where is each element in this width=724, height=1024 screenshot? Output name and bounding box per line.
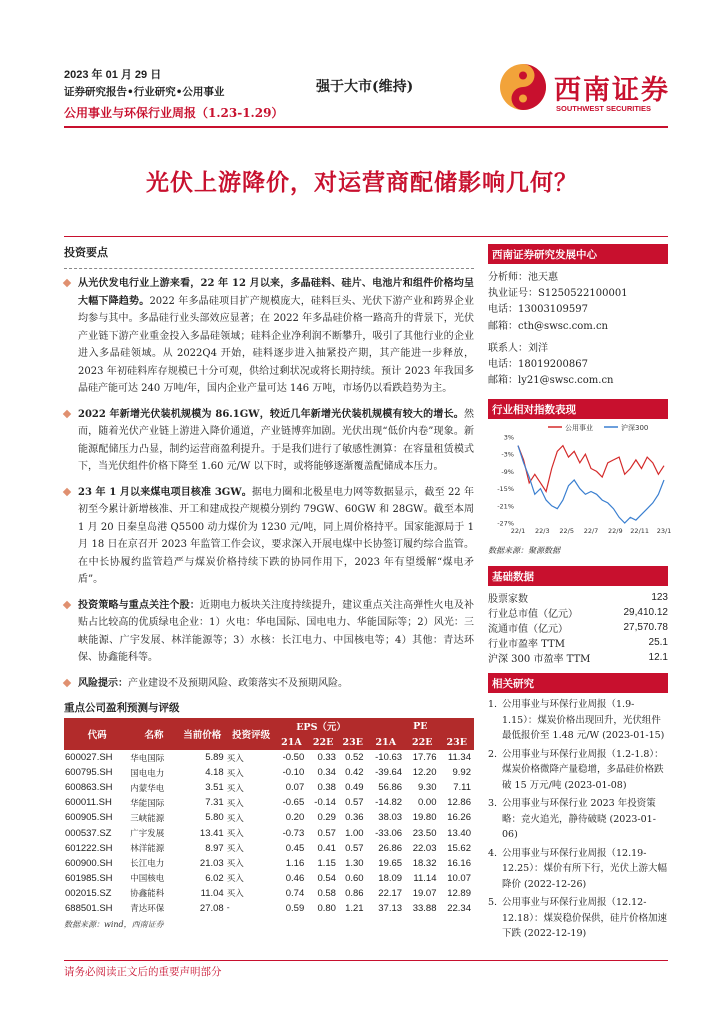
table-cell: 0.54 [317, 872, 336, 884]
table-cell: 601985.SH [65, 872, 113, 884]
table-cell: 10.07 [447, 872, 471, 884]
bullet-icon [63, 279, 71, 287]
table-body [64, 750, 474, 916]
table-cell: 买入 [226, 859, 244, 870]
table-cell: 0.59 [285, 902, 305, 914]
list-number: 2. [488, 748, 498, 760]
key-data-row [488, 620, 668, 635]
logo-english-text: SOUTHWEST SECURITIES [556, 104, 652, 113]
table-cell: -0.10 [282, 767, 305, 779]
related-report-link[interactable] [488, 747, 668, 794]
x-tick-label: 22/5 [559, 527, 574, 536]
col-year: 22E [307, 734, 339, 750]
table-cell: 17.76 [412, 752, 437, 764]
table-cell: 56.86 [378, 782, 403, 794]
table-cell: 中国核电 [130, 874, 165, 885]
table-cell: 国电电力 [130, 768, 165, 779]
col-year: 21A [367, 734, 405, 750]
footer-disclaimer[interactable]: 请务必阅读正文后的重要声明部分 [64, 966, 222, 978]
y-tick-label: 3% [503, 433, 514, 442]
table-cell: 600011.SH [65, 797, 112, 809]
table-cell: 0.00 [417, 797, 437, 809]
table-cell: 0.57 [345, 842, 364, 854]
table-cell: 1.30 [345, 857, 364, 869]
contact-phone: 电话：18019200867 [488, 359, 588, 371]
key-data-value: 29,410.12 [623, 607, 668, 619]
left-column [64, 244, 474, 930]
table-cell: 华能国际 [130, 798, 165, 809]
related-report-link[interactable] [488, 846, 668, 893]
table-cell: 0.41 [317, 842, 336, 854]
x-tick-label: 23/1 [656, 527, 672, 536]
y-tick-label: -27% [497, 519, 514, 528]
list-number: 1. [488, 699, 498, 711]
table-cell: 内蒙华电 [130, 783, 165, 794]
table-cell: 000537.SZ [65, 827, 112, 839]
table-cell: 601222.SH [65, 842, 113, 854]
table-cell: 1.00 [345, 827, 364, 839]
table-cell: 11.04 [200, 887, 224, 899]
analyst-name: 分析师：池天惠 [488, 272, 558, 283]
company-logo [498, 62, 678, 124]
key-data-row [488, 650, 668, 665]
related-report-text: 公用事业与环保行业周报（12.19-12.25）：煤价有所下行，光伏上游大幅降价 (2022-12-26) [502, 847, 667, 890]
table-cell: 11.34 [447, 752, 471, 764]
series-line-csi300 [518, 446, 664, 523]
col-year: 22E [405, 734, 439, 750]
table-cell: -39.64 [375, 767, 403, 779]
table-cell: 4.18 [205, 767, 224, 779]
related-report-link[interactable] [488, 895, 668, 942]
dashed-divider [64, 268, 474, 269]
analyst-email[interactable]: 邮箱：cth@swsc.com.cn [488, 320, 608, 332]
table-cell: 38.03 [378, 812, 403, 824]
report-title: 光伏上游降价，对运营商配储影响几何？ [146, 169, 578, 196]
col-name: 名称 [130, 718, 178, 750]
table-row [64, 901, 474, 916]
bullet-icon [63, 600, 71, 608]
table-title: 重点公司盈利预测与评级 [64, 702, 180, 714]
table-cell: 9.92 [452, 767, 471, 779]
key-data-row [488, 605, 668, 620]
table-cell: 16.16 [447, 857, 471, 869]
logo-mark-icon [498, 62, 548, 112]
col-rating: 投资评级 [227, 718, 276, 750]
key-data-value: 27,570.78 [623, 622, 668, 634]
right-column [488, 244, 672, 945]
bullet-icon [63, 487, 71, 495]
table-row [64, 825, 474, 840]
summary-paragraph [64, 675, 474, 693]
table-cell: 22.34 [447, 902, 471, 914]
table-row [64, 871, 474, 886]
table-cell: 5.89 [205, 752, 224, 764]
table-cell: 22.17 [378, 887, 403, 899]
table-row [64, 810, 474, 825]
table-cell: 26.86 [378, 842, 403, 854]
table-cell: 19.07 [412, 887, 437, 899]
table-cell: -0.14 [314, 797, 336, 809]
table-cell: 11.14 [413, 872, 437, 884]
table-cell: 16.26 [447, 812, 471, 824]
related-report-text: 公用事业与环保行业周报（1.9-1.15）：煤炭价格出现回升，光伏组件最低报价至 1.48 元/W (2023-01-15) [502, 699, 665, 742]
legend-label: 公用事业 [565, 424, 593, 433]
table-cell: 688501.SH [65, 902, 113, 914]
related-research-section [488, 673, 668, 942]
table-cell: 0.57 [317, 827, 336, 839]
table-cell: 买入 [226, 829, 244, 840]
analyst-info [488, 264, 668, 389]
bullet-icon [63, 678, 71, 686]
table-cell: 3.51 [205, 782, 224, 794]
table-cell: - [226, 903, 230, 914]
table-row [64, 780, 474, 795]
paragraph-body: 近期电力板块关注度持续提升，建议重点关注高弹性火电及补贴占比较高的优质绿电企业：1）火电：华电国际、国电电力、华能国际等；2）风光：三峡能源、广宇发展、林洋能源等；3）水核：长江电力、中国核电等；4）其他：青达环保、协鑫能科等。 [78, 599, 475, 663]
key-data-value: 12.1 [648, 652, 668, 664]
col-pe: PE [367, 718, 474, 734]
table-cell: 5.80 [205, 812, 224, 824]
table-cell: -0.50 [282, 752, 305, 764]
summary-paragraph [64, 597, 474, 667]
index-chart-section [488, 399, 672, 556]
y-tick-label: -3% [501, 451, 514, 460]
summary-paragraph [64, 275, 474, 398]
col-year: 21A [276, 734, 308, 750]
table-cell: 600905.SH [65, 812, 113, 824]
summary-heading: 投资要点 [64, 246, 108, 259]
paragraph-body: 据电力圈和北极星电力网等数据显示，截至 22 年初至今累计新增核准、开工和建成投产规模分别约 79GW、60GW 和 28GW。截至本周 1 月 20 日秦皇岛港 Q5500 动力煤价为 1230 元/吨，同上周价格持平。国家能源局于 1 月 18 日在京召开 2023 年监管工作会议，要求深入开展电煤中长协签订履约综合监管。在中长协履约监管趋严与煤炭价格持续下跌的协同作用下，2023 年有望缓解“煤电矛盾”。 [78, 486, 474, 585]
col-price: 当前价格 [178, 718, 227, 750]
table-cell: 买入 [226, 783, 244, 794]
table-cell: 27.08 [199, 902, 224, 914]
paragraph-lead: 风险提示： [78, 677, 128, 689]
table-source: 数据来源：wind，西南证券 [64, 920, 164, 930]
table-cell: 三峡能源 [130, 813, 165, 824]
industry-rating: 强于大市(维持) [316, 79, 414, 95]
table-cell: 1.16 [285, 857, 305, 869]
bullet-icon [63, 409, 71, 417]
table-cell: 18.32 [412, 857, 437, 869]
table-cell: 0.38 [317, 782, 336, 794]
table-cell: 买入 [226, 768, 244, 779]
earnings-forecast-table [64, 718, 474, 916]
related-report-text: 公用事业与环保行业周报（1.2-1.8）：煤炭价格微降产量稳增，多晶硅价格跌破 15 万元/吨 (2023-01-08) [502, 748, 664, 791]
col-eps: EPS（元） [276, 718, 367, 734]
key-data-row [488, 590, 668, 605]
table-cell: 19.65 [378, 857, 403, 869]
table-cell: 青达环保 [130, 904, 165, 915]
key-data-label: 行业总市值（亿元） [488, 609, 578, 621]
legend-label: 沪深300 [621, 424, 649, 433]
key-data-title: 基础数据 [488, 566, 668, 586]
table-cell: 6.02 [205, 872, 224, 884]
research-center-title: 西南证券研究发展中心 [488, 244, 668, 264]
table-cell: -10.63 [375, 752, 403, 764]
table-cell: 13.40 [447, 827, 471, 839]
table-row [64, 795, 474, 810]
table-cell: 8.97 [205, 842, 224, 854]
table-cell: 37.13 [378, 902, 403, 914]
table-cell: 33.88 [412, 902, 437, 914]
table-cell: 0.49 [345, 782, 364, 794]
table-cell: 0.42 [345, 767, 364, 779]
table-cell: 0.57 [345, 797, 364, 809]
table-row [64, 886, 474, 901]
table-cell: 7.31 [205, 797, 224, 809]
table-cell: -0.73 [282, 827, 305, 839]
table-cell: -0.65 [282, 797, 305, 809]
x-tick-label: 22/3 [535, 527, 550, 536]
table-cell: -14.82 [375, 797, 403, 809]
table-cell: 1.15 [317, 857, 336, 869]
y-tick-label: -9% [501, 468, 514, 477]
relative-index-chart [488, 419, 672, 539]
x-tick-label: 22/1 [510, 527, 526, 536]
table-cell: 0.29 [317, 812, 336, 824]
paragraph-lead: 2022 年新增光伏装机规模为 86.1GW，较近几年新增光伏装机规模有较大的增长。 [78, 408, 464, 420]
related-research-title: 相关研究 [488, 673, 668, 693]
table-cell: 买入 [226, 753, 244, 764]
table-cell: 买入 [226, 844, 244, 855]
key-data-label: 行业市盈率 TTM [488, 639, 565, 651]
analyst-license: 执业证号：S1250522100001 [488, 288, 628, 300]
table-cell: 0.52 [345, 752, 364, 764]
table-cell: 0.36 [345, 812, 364, 824]
table-cell: 0.33 [317, 752, 336, 764]
key-data-section [488, 566, 668, 665]
paragraph-lead: 23 年 1 月以来煤电项目核准 3GW。 [78, 486, 252, 498]
y-tick-label: -21% [497, 502, 514, 511]
table-cell: 广宇发展 [130, 829, 165, 840]
summary-paragraph [64, 484, 474, 589]
table-cell: 0.60 [345, 872, 364, 884]
table-cell: 0.46 [285, 872, 305, 884]
logo-text: 西南证券 [554, 75, 670, 106]
table-cell: 13.41 [199, 827, 224, 839]
analyst-phone: 电话：13003109597 [488, 304, 588, 316]
series-line-utilities [518, 446, 664, 492]
table-cell: 0.86 [345, 887, 364, 899]
table-cell: 600900.SH [65, 857, 113, 869]
table-cell: 华电国际 [130, 753, 165, 764]
table-cell: 9.30 [417, 782, 437, 794]
chart-source: 数据来源：聚源数据 [488, 546, 560, 556]
header-divider [64, 126, 668, 128]
report-category: 证券研究报告•行业研究•公用事业 [64, 86, 225, 98]
table-cell: 12.89 [447, 887, 471, 899]
table-cell: 600863.SH [65, 782, 113, 794]
table-cell: 买入 [226, 889, 244, 900]
table-cell: 0.58 [317, 887, 336, 899]
table-cell: 21.03 [199, 857, 224, 869]
table-cell: 12.20 [412, 767, 437, 779]
table-cell: 600795.SH [65, 767, 113, 779]
report-date: 2023 年 01 月 29 日 [64, 69, 162, 81]
contact-email[interactable]: 邮箱：ly21@swsc.com.cn [488, 375, 614, 387]
table-cell: 0.34 [317, 767, 336, 779]
table-cell: 买入 [226, 798, 244, 809]
summary-paragraph [64, 406, 474, 476]
report-series: 公用事业与环保行业周报（1.23-1.29） [64, 106, 284, 120]
contact-name: 联系人：刘洋 [488, 342, 548, 354]
key-data-value: 25.1 [648, 637, 668, 649]
table-cell: 买入 [226, 874, 244, 885]
paragraph-lead: 从光伏发电行业上游来看，22 年 12 月以来，多晶硅料、硅片、电池片和组件价格均呈大幅下降趋势。 [78, 278, 474, 307]
related-report-text: 公用事业与环保行业周报（12.12-12.18）：煤炭稳价保供，硅片价格加速下跌 (2022-12-19) [502, 897, 667, 940]
x-tick-label: 22/9 [608, 527, 623, 536]
y-tick-label: -15% [497, 485, 514, 494]
x-tick-label: 22/11 [630, 527, 650, 536]
paragraph-body: 然而，随着光伏产业链上游进入降价通道，产业链博弈加剧。光伏出现“低价内卷”现象。新能源配储压力凸显，制约运营商盈利提升。于是我们进行了敏感性测算：在容量租赁模式下，当光伏组件价格下降至 1.60 元/W 以下时，或将能够逐渐覆盖配储成本压力。 [78, 408, 474, 472]
col-year: 23E [439, 734, 474, 750]
table-cell: 12.86 [447, 797, 471, 809]
table-cell: 协鑫能科 [130, 889, 165, 900]
chart-title: 行业相对指数表现 [488, 399, 668, 419]
paragraph-body: 2022 年多晶硅项目扩产规模庞大，硅料巨头、光伏下游产业和跨界企业均参与其中。多晶硅行业头部效应显著；在 2022 年多晶硅价格一路高升的背景下，光伏产业链下游产业重金投入多晶硅领域；硅料企业净利润不断攀升，吸引了其他行业的企业进入多晶硅领域。从 2022Q4 开始，硅料逐步进入抽紧投产期，其产能进一步释放，2023 年初硅料库存规模已十分可观，供给过剩状况或将长期持续。预计 2023 年我国多晶硅产能可达 240 万吨/年，国内企业产量可达 146 万吨，市场仍以看跌趋势为主。 [78, 295, 474, 394]
table-cell: 23.50 [412, 827, 437, 839]
table-row [64, 750, 474, 765]
related-research-list [488, 693, 668, 942]
col-code: 代码 [64, 718, 130, 750]
table-row [64, 765, 474, 780]
related-report-link[interactable] [488, 796, 668, 843]
paragraph-lead: 投资策略与重点关注个股： [78, 599, 200, 611]
table-cell: 22.03 [412, 842, 437, 854]
table-cell: 买入 [226, 813, 244, 824]
list-number: 3. [488, 798, 498, 810]
table-row [64, 856, 474, 871]
footer-divider [64, 960, 668, 961]
table-cell: 19.80 [412, 812, 437, 824]
x-tick-label: 22/7 [583, 527, 599, 536]
key-data-label: 沪深 300 市盈率 TTM [488, 654, 591, 666]
key-data-row [488, 635, 668, 650]
table-cell: 002015.SZ [65, 887, 112, 899]
table-cell: 18.09 [378, 872, 403, 884]
list-number: 5. [488, 897, 498, 909]
table-cell: 0.74 [285, 887, 305, 899]
key-data-value: 123 [651, 592, 668, 604]
table-cell: 长江电力 [130, 859, 165, 870]
key-data-label: 股票家数 [488, 594, 528, 606]
table-cell: 林洋能源 [130, 844, 165, 855]
table-cell: 600027.SH [65, 752, 113, 764]
table-cell: 0.20 [285, 812, 305, 824]
table-cell: 0.45 [285, 842, 305, 854]
col-year: 23E [339, 734, 367, 750]
key-data-label: 流通市值（亿元） [488, 624, 568, 636]
title-divider [64, 236, 668, 237]
key-data-table [488, 590, 668, 665]
related-report-text: 公用事业与环保行业 2023 年投资策略：竞火追光，静待破晓 (2023-01-06) [502, 798, 656, 841]
table-cell: 15.62 [447, 842, 471, 854]
table-cell: 1.21 [345, 902, 364, 914]
list-number: 4. [488, 847, 498, 859]
table-cell: 0.07 [285, 782, 305, 794]
table-cell: 7.11 [453, 782, 471, 794]
table-row [64, 841, 474, 856]
table-cell: 0.80 [317, 902, 336, 914]
related-report-link[interactable] [488, 697, 668, 744]
paragraph-body: 产业建设不及预期风险、政策落实不及预期风险。 [128, 677, 348, 689]
table-cell: -33.06 [375, 827, 403, 839]
